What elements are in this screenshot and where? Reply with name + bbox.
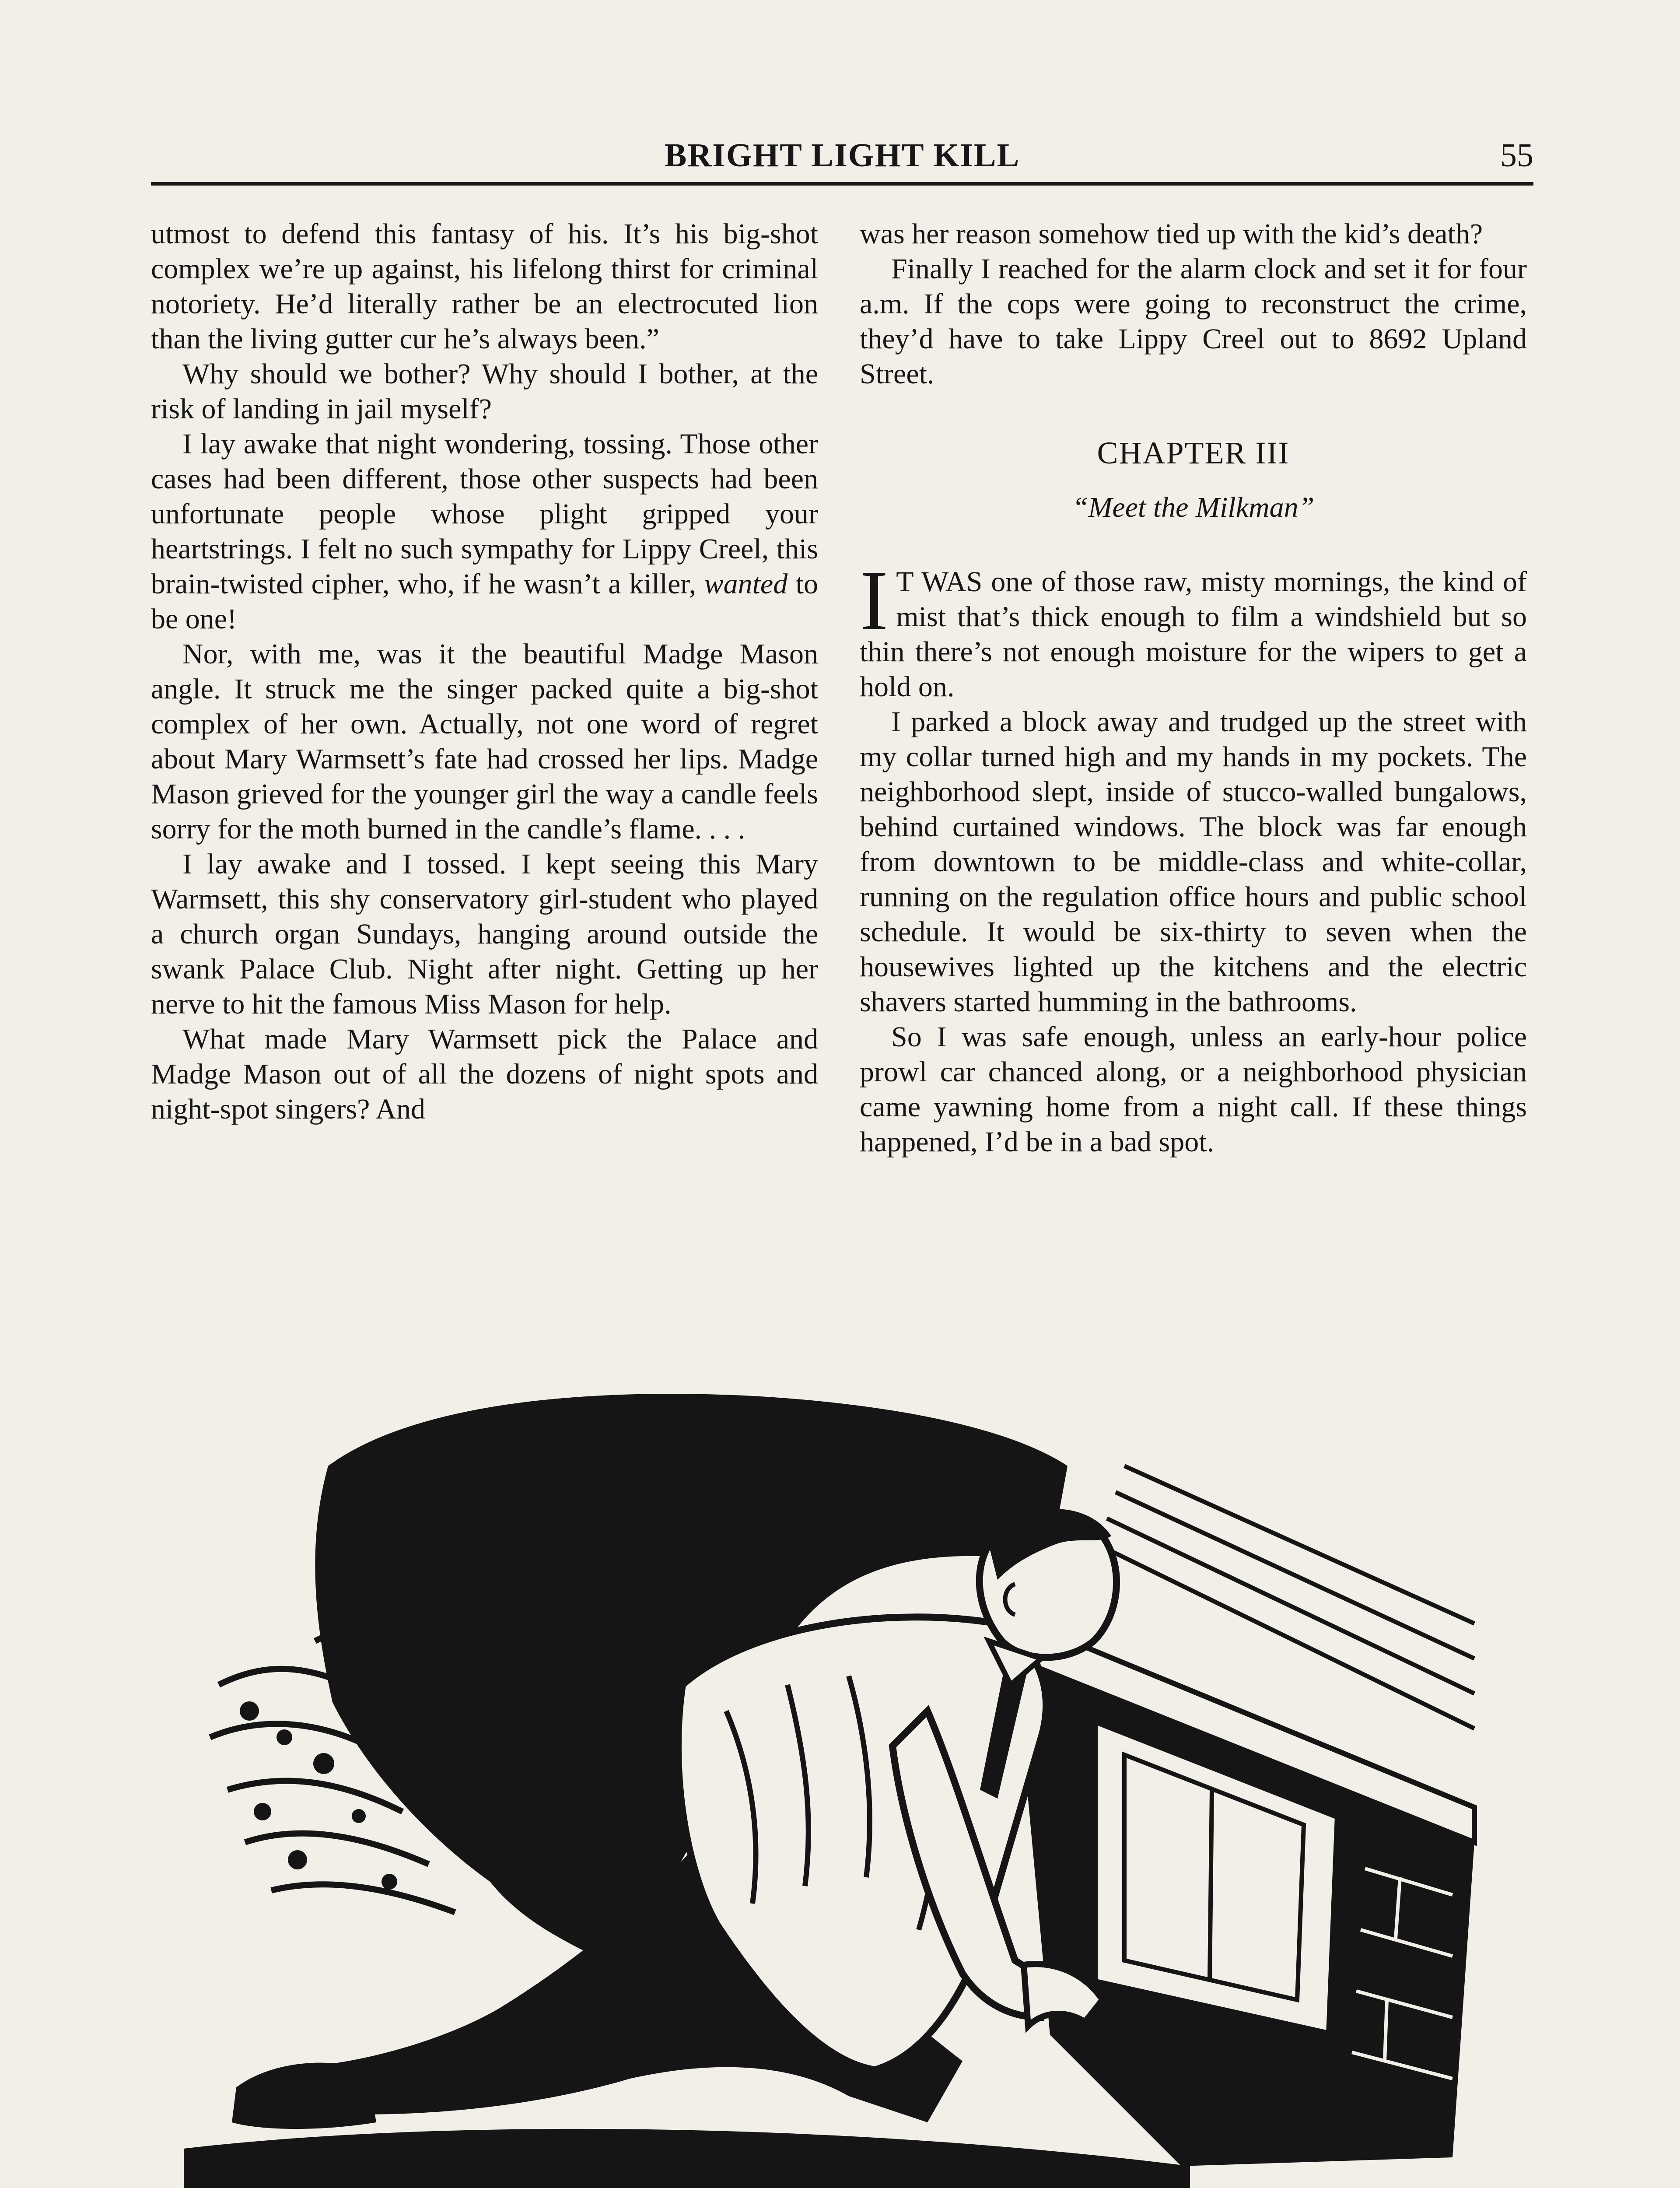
chapter-heading: CHAPTER III	[1097, 435, 1290, 470]
ink-illustration	[184, 1378, 1496, 2188]
paragraph-text: I lay awake that night wondering, tossing. Those other cases had been different, those other suspects had been unfortunate people whose plight gripped your heartstrings. I felt no such sympathy for Lippy Creel, this brain-twisted cipher, who, if he wasn’t a killer,	[151, 428, 818, 600]
right-column	[860, 217, 1527, 1398]
ground	[184, 2129, 1190, 2188]
paragraph: I parked a block away and trudged up the street with my collar turned high and my hands in my pockets. The neighborhood slept, inside of stucco-walled bungalows, behind curtained windows. The block was far enough from downtown to be middle-class and white-collar, running on the regulation office hours and public school schedule. It would be six-thirty to seven when the housewives lighted up the kitchens and the electric shavers started humming in the bathrooms.	[860, 706, 1527, 1018]
header-rule	[151, 182, 1533, 186]
drop-cap: I	[860, 553, 889, 648]
running-header	[151, 131, 1533, 179]
paragraph-tail: to be one!	[151, 568, 818, 635]
emphasis-word: wanted	[704, 568, 788, 600]
page-number: 55	[1500, 137, 1533, 174]
paragraph: What made Mary Warmsett pick the Palace and Madge Mason out of all the dozens of night spots and night-spot singers? And	[151, 1023, 818, 1125]
chapter-opening-paragraph	[860, 553, 1527, 705]
paragraph: Why should we bother? Why should I bother, at the risk of landing in jail myself?	[151, 358, 818, 425]
man-shoe	[232, 2063, 376, 2129]
paragraph: Finally I reached for the alarm clock and set it for four a.m. If the cops were going to reconstruct the crime, they’d have to take Lippy Creel out to 8692 Upland Street.	[860, 253, 1527, 390]
paragraph: was her reason somehow tied up with the kid’s death?	[860, 218, 1483, 250]
paragraph	[151, 427, 818, 637]
running-title: BRIGHT LIGHT KILL	[664, 137, 1020, 174]
paragraph: So I was safe enough, unless an early-hour police prowl car chanced along, or a neighborhood physician came yawning home from a night call. If these things happened, I’d be in a bad spot.	[860, 1021, 1527, 1158]
left-column	[151, 217, 818, 1398]
chapter-subtitle: “Meet the Milkman”	[1072, 491, 1315, 523]
illustration-man-at-cellar-window	[184, 1378, 1496, 2188]
paragraph-text: T WAS one of those raw, misty mornings, the kind of mist that’s thick enough to film a windshield but so thin there’s not enough moisture for the wipers to get a hold on.	[860, 566, 1527, 703]
paragraph: I lay awake and I tossed. I kept seeing this Mary Warmsett, this shy conservatory girl-student who played a church organ Sundays, hanging around outside the swank Palace Club. Night after night. Getting up her nerve to hit the famous Miss Mason for help.	[151, 848, 818, 1020]
paragraph: Nor, with me, was it the beautiful Madge Mason angle. It struck me the singer packed quite a big-shot complex of her own. Actually, not one word of regret about Mary Warmsett’s fate had crossed her lips. Madge Mason grieved for the younger girl the way a candle feels sorry for the moth burned in the candle’s flame. . . .	[151, 638, 818, 845]
paragraph: utmost to defend this fantasy of his. It’s his big-shot complex we’re up against, his lifelong thirst for criminal notoriety. He’d literally rather be an electrocuted lion than the living gutter cur he’s always been.”	[151, 218, 818, 355]
